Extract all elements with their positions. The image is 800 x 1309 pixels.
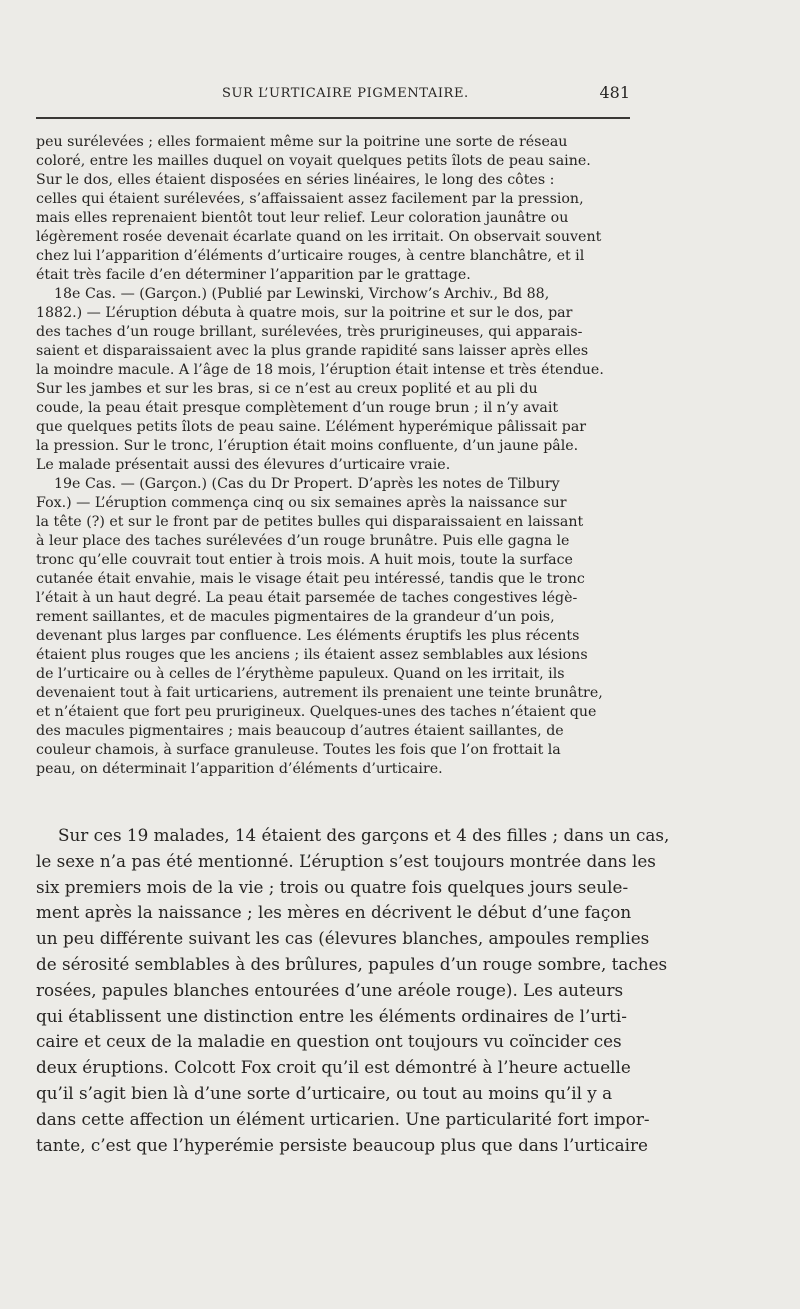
text-line: Le malade présentait aussi des élevures d’urticaire vraie. xyxy=(36,457,451,473)
text-line: des taches d’un rouge brillant, surélevées, très prurigineuses, qui apparais- xyxy=(36,324,583,340)
text-line: devenant plus larges par confluence. Les éléments éruptifs les plus récents xyxy=(36,628,580,644)
text-line: étaient plus rouges que les anciens ; ils étaient assez semblables aux lésions xyxy=(36,647,588,663)
text-line: 1882.) — L’éruption débuta à quatre mois, sur la poitrine et sur le dos, par xyxy=(36,305,573,321)
text-line: six premiers mois de la vie ; trois ou quatre fois quelques jours seule- xyxy=(36,876,629,897)
text-line: cutanée était envahie, mais le visage était peu intéressé, tandis que le tronc xyxy=(36,571,585,587)
text-line: devenaient tout à fait urticariens, autrement ils prenaient une teinte brunâtre, xyxy=(36,685,603,701)
text-line: ment après la naissance ; les mères en décrivent le début d’une façon xyxy=(36,902,632,923)
text-line: deux éruptions. Colcott Fox croit qu’il est démontré à l’heure actuelle xyxy=(36,1057,631,1078)
text-line: Sur les jambes et sur les bras, si ce n’est au creux poplité et au pli du xyxy=(36,381,538,397)
text-line: chez lui l’apparition d’éléments d’urticaire rouges, à centre blanchâtre, et il xyxy=(36,248,585,264)
text-line: à leur place des taches surélevées d’un rouge brunâtre. Puis elle gagna le xyxy=(36,533,570,549)
text-line: Fox.) — L’éruption commença cinq ou six semaines après la naissance sur xyxy=(36,495,567,511)
main-paragraph xyxy=(36,823,670,1158)
text-line: celles qui étaient surélevées, s’affaissaient assez facilement par la pression, xyxy=(36,191,584,207)
running-title: SUR L’URTICAIRE PIGMENTAIRE. xyxy=(222,86,469,101)
page-number: 481 xyxy=(599,83,630,102)
text-line: la moindre macule. A l’âge de 18 mois, l’éruption était intense et très étendue. xyxy=(36,362,604,378)
text-line: saient et disparaissaient avec la plus grande rapidité sans laisser après elles xyxy=(36,343,589,359)
text-line: l’était à un haut degré. La peau était parsemée de taches congestives légè- xyxy=(36,590,578,606)
text-line: peau, on déterminait l’apparition d’éléments d’urticaire. xyxy=(36,761,443,777)
text-line: de sérosité semblables à des brûlures, papules d’un rouge sombre, taches xyxy=(36,953,668,974)
text-line: rement saillantes, et de macules pigmentaires de la grandeur d’un pois, xyxy=(36,609,555,625)
text-line: coloré, entre les mailles duquel on voyait quelques petits îlots de peau saine. xyxy=(36,153,591,169)
text-line: qu’il s’agit bien là d’une sorte d’urticaire, ou tout au moins qu’il y a xyxy=(36,1082,613,1103)
running-head xyxy=(36,83,630,108)
text-line: légèrement rosée devenait écarlate quand on les irritait. On observait souvent xyxy=(36,229,602,245)
text-line: qui établissent une distinction entre les éléments ordinaires de l’urti- xyxy=(36,1005,627,1026)
text-line: la tête (?) et sur le front par de petites bulles qui disparaissaient en laissant xyxy=(36,514,584,530)
text-line: dans cette affection un élément urticarien. Une particularité fort impor- xyxy=(36,1108,650,1129)
text-line: peu surélevées ; elles formaient même sur la poitrine une sorte de réseau xyxy=(36,134,568,150)
text-line: un peu différente suivant les cas (élevures blanches, ampoules remplies xyxy=(36,928,650,949)
header-rule xyxy=(36,117,630,119)
text-line: des macules pigmentaires ; mais beaucoup d’autres étaient saillantes, de xyxy=(36,723,564,739)
case-19-heading-line: 19e Cas. — (Garçon.) (Cas du Dr Propert. D’après les notes de Tilbury xyxy=(54,476,560,492)
text-line: tronc qu’elle couvrait tout entier à trois mois. A huit mois, toute la surface xyxy=(36,552,573,568)
text-line: tante, c’est que l’hyperémie persiste beaucoup plus que dans l’urticaire xyxy=(36,1134,648,1155)
case-18-heading-line: 18e Cas. — (Garçon.) (Publié par Lewinski, Virchow’s Archiv., Bd 88, xyxy=(54,286,550,302)
case-notes-block xyxy=(36,133,630,779)
text-line: coude, la peau était presque complètement d’un rouge brun ; il n’y avait xyxy=(36,400,559,416)
text-line: caire et ceux de la maladie en question ont toujours vu coïncider ces xyxy=(36,1031,622,1052)
text-line: mais elles reprenaient bientôt tout leur relief. Leur coloration jaunâtre ou xyxy=(36,210,569,226)
text-line: couleur chamois, à surface granuleuse. Toutes les fois que l’on frottait la xyxy=(36,742,561,758)
text-line: était très facile d’en déterminer l’apparition par le grattage. xyxy=(36,267,471,283)
text-line: rosées, papules blanches entourées d’une aréole rouge). Les auteurs xyxy=(36,979,624,1000)
text-line: le sexe n’a pas été mentionné. L’éruption s’est toujours montrée dans les xyxy=(36,850,656,871)
text-line: la pression. Sur le tronc, l’éruption était moins confluente, d’un jaune pâle. xyxy=(36,438,579,454)
text-line: de l’urticaire ou à celles de l’érythème papuleux. Quand on les irritait, ils xyxy=(36,666,565,682)
text-line: que quelques petits îlots de peau saine. L’élément hyperémique pâlissait par xyxy=(36,419,587,435)
text-line: et n’étaient que fort peu prurigineux. Quelques-unes des taches n’étaient que xyxy=(36,704,597,720)
text-line: Sur ces 19 malades, 14 étaient des garçons et 4 des filles ; dans un cas, xyxy=(58,825,670,845)
text-line: Sur le dos, elles étaient disposées en séries linéaires, le long des côtes : xyxy=(36,172,555,188)
